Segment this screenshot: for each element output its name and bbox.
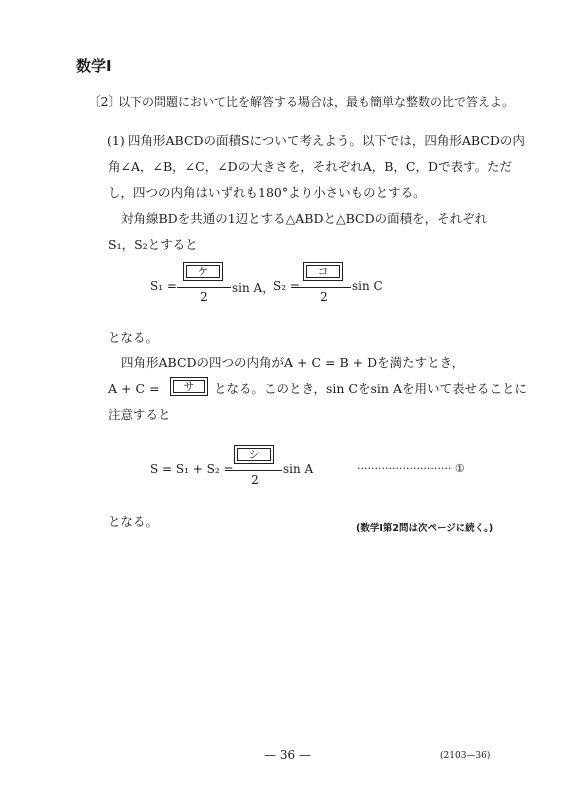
paragraph-prefix: A + C = [108,381,160,396]
answer-box-shi[interactable] [234,445,274,464]
fraction-denominator: 2 [200,290,208,304]
fraction-bar [228,470,282,471]
subject-title: 数学Ⅰ [76,57,112,75]
equation-s-lhs: S = S₁ + S₂ = [150,462,234,476]
equation-s-rhs: sin A [283,462,314,476]
equation-s2-rhs: sin C [352,279,383,293]
paragraph-line: となる。 [108,330,159,345]
fraction-denominator: 2 [251,473,259,487]
fraction-denominator: 2 [320,290,328,304]
section-number: 〔2〕 [88,94,121,109]
question-number: (1) [107,133,125,148]
paragraph-line: S₁，S₂とすると [108,237,198,252]
paragraph-line: 四角形ABCDの四つの内角がA + C = B + Dを満たすとき， [121,355,465,370]
answer-box-label: シ [237,448,271,461]
paragraph-line: となる。 [108,514,159,529]
paragraph-line: 対角線BDを共通の1辺とする△ABDと△BCDの面積を，それぞれ [121,211,488,226]
exam-code: (2103—36) [440,751,491,761]
answer-box-ke[interactable] [183,262,223,281]
fraction-bar [297,287,351,288]
equation-s1-rhs: sin A， [232,281,275,295]
continue-note: (数学Ⅰ第2問は次ページに続く。) [356,523,494,534]
equation-number-leader: ··························· ① [357,462,465,475]
paragraph-line: 角∠A，∠B，∠C，∠Dの大きさを，それぞれA，B，C，Dで表す。ただ [108,159,512,174]
answer-box-label: コ [306,265,340,278]
answer-box-label: サ [173,380,205,393]
paragraph-line: 四角形ABCDの面積Sについて考えよう。以下では，四角形ABCDの内 [128,133,525,148]
paragraph-line: し，四つの内角はいずれも180°より小さいものとする。 [108,185,426,200]
answer-box-ko[interactable] [303,262,343,281]
answer-box-sa[interactable] [170,377,208,396]
paragraph-line: となる。このとき，sin Cをsin Aを用いて表せることに [214,381,527,396]
equation-s1-lhs: S₁ = [150,279,177,293]
answer-box-label: ケ [186,265,220,278]
equation-s2-lhs: S₂ = [273,279,300,293]
fraction-bar [177,287,231,288]
page-number: — 36 — [264,748,311,762]
paragraph-line: 注意すると [108,407,171,422]
section-instruction: 以下の問題において比を解答する場合は，最も簡単な整数の比で答えよ。 [118,95,515,109]
